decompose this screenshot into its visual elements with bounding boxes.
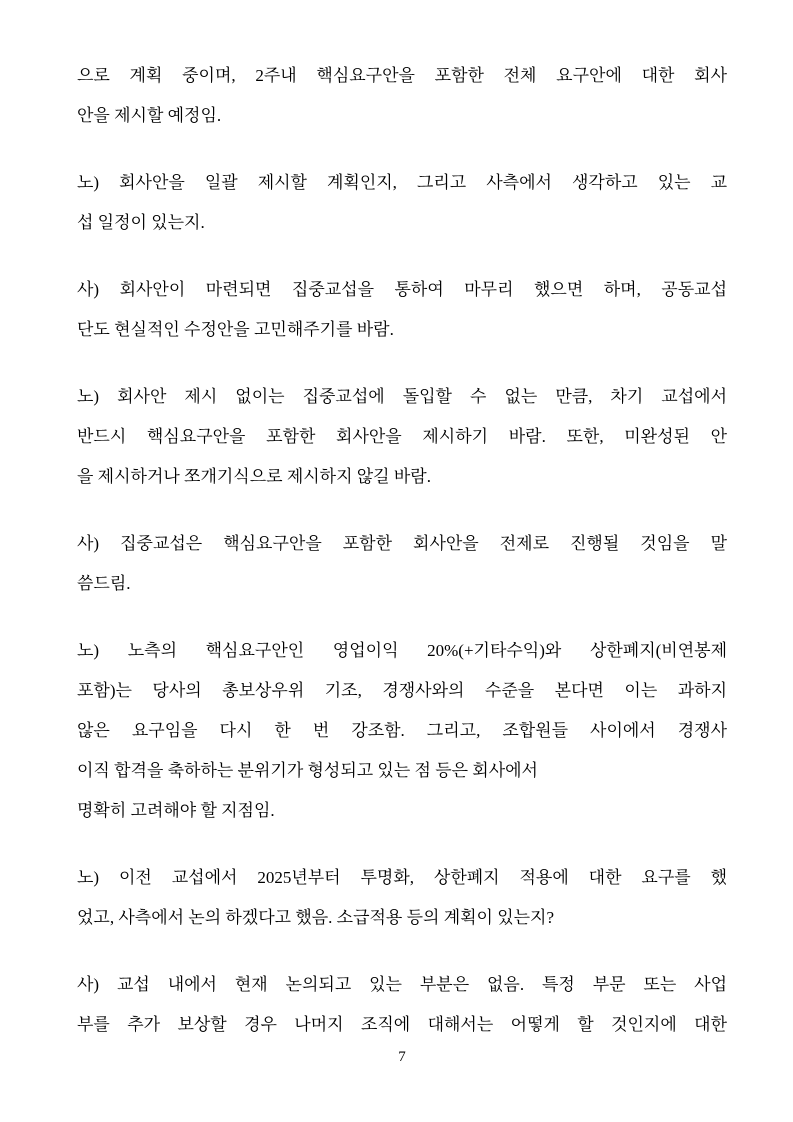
text-line: 으로 계획 중이며, 2주내 핵심요구안을 포함한 전체 요구안에 대한 회사 <box>77 66 727 85</box>
text-line: 노) 회사안을 일괄 제시할 계획인지, 그리고 사측에서 생각하고 있는 교 <box>77 173 727 192</box>
text-line: 사) 교섭 내에서 현재 논의되고 있는 부분은 없음. 특정 부문 또는 사업 <box>77 975 727 994</box>
text-line: 반드시 핵심요구안을 포함한 회사안을 제시하기 바람. 또한, 미완성된 안 <box>77 427 727 446</box>
text-line: 었고, 사측에서 논의 하겠다고 했음. 소급적용 등의 계획이 있는지? <box>77 908 555 927</box>
text-line: 이직 합격을 축하하는 분위기가 형성되고 있는 점 등은 회사에서 <box>77 761 538 780</box>
text-line: 사) 집중교섭은 핵심요구안을 포함한 회사안을 전제로 진행될 것임을 말 <box>77 534 727 553</box>
text-line: 노) 이전 교섭에서 2025년부터 투명화, 상한폐지 적용에 대한 요구를 했 <box>77 868 727 887</box>
text-line: 포함)는 당사의 총보상우위 기조, 경쟁사와의 수준을 본다면 이는 과하지 <box>77 681 727 700</box>
text-line: 씀드림. <box>77 574 131 593</box>
paragraph-union <box>77 858 727 938</box>
page-number: 7 <box>398 1049 406 1065</box>
paragraph-company <box>77 270 727 350</box>
text-line: 섭 일정이 있는지. <box>77 213 205 232</box>
text-line: 명확히 고려해야 할 지점임. <box>77 801 275 820</box>
text-line: 노) 회사안 제시 없이는 집중교섭에 돌입할 수 없는 만큼, 차기 교섭에서 <box>77 387 727 406</box>
paragraph-company <box>77 965 727 1045</box>
paragraph-union <box>77 631 727 831</box>
text-line: 사) 회사안이 마련되면 집중교섭을 통하여 마무리 했으면 하며, 공동교섭 <box>77 280 727 299</box>
paragraph-company <box>77 524 727 604</box>
document-body <box>77 56 727 1072</box>
text-line: 단도 현실적인 수정안을 고민해주기를 바람. <box>77 320 394 339</box>
text-line: 을 제시하거나 쪼개기식으로 제시하지 않길 바람. <box>77 467 431 486</box>
text-line: 노) 노측의 핵심요구안인 영업이익 20%(+기타수익)와 상한폐지(비연봉제 <box>77 641 727 660</box>
text-line: 않은 요구임을 다시 한 번 강조함. 그리고, 조합원들 사이에서 경쟁사 <box>77 721 727 740</box>
text-line: 안을 제시할 예정임. <box>77 106 222 125</box>
text-line: 부를 추가 보상할 경우 나머지 조직에 대해서는 어떻게 할 것인지에 대한 <box>77 1015 727 1034</box>
paragraph-union <box>77 163 727 243</box>
paragraph-continuation <box>77 56 727 136</box>
paragraph-union <box>77 377 727 497</box>
